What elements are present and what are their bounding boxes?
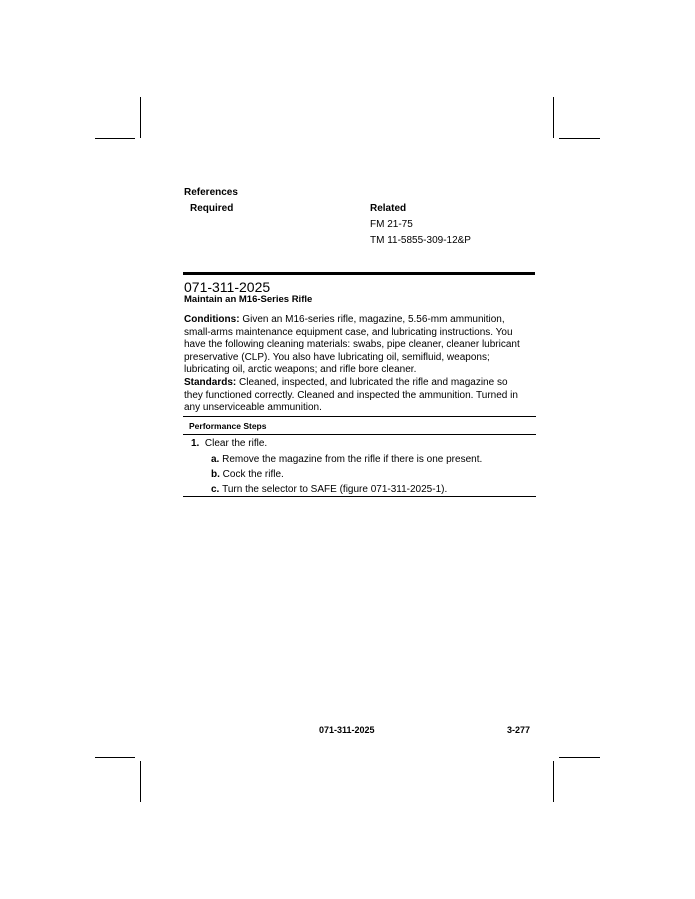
related-label: Related [370,203,407,214]
step-text: Clear the rifle. [204,438,268,449]
crop-mark-bottom-left-vertical [140,761,141,802]
performance-steps-header: Performance Steps [189,421,267,431]
standards-text: Cleaned, inspected, and lubricated the rifle and magazine so [236,377,508,388]
crop-mark-top-left-horizontal [95,138,135,139]
substep-letter: b. [211,469,220,480]
conditions-text: have the following cleaning materials: swabs, pipe cleaner, cleaner lubricant [184,339,520,350]
substep-text: Remove the magazine from the rifle if there is one present. [222,454,483,465]
related-item: TM 11-5855-309-12&P [370,235,471,246]
crop-mark-bottom-right-horizontal [559,757,600,758]
substep-letter: a. [211,454,220,465]
step-1 [191,438,267,449]
conditions-text: Given an M16-series rifle, magazine, 5.56-mm ammunition, [239,314,505,325]
table-header-rule [183,434,536,435]
crop-mark-bottom-left-horizontal [95,757,135,758]
substep-letter: c. [211,484,220,495]
substep-c [211,484,447,495]
conditions-text: preservative (CLP). You also have lubricating oil, semifluid, weapons; [184,351,490,363]
conditions-text: small-arms maintenance equipment case, and lubricating instructions. You [184,326,513,338]
standards-paragraph [184,377,536,415]
task-title: Maintain an M16-Series Rifle [184,294,313,305]
step-number: 1. [191,438,200,449]
references-heading: References [184,187,238,198]
related-item: FM 21-75 [370,219,413,230]
conditions-text: lubricating oil, arctic weapons; and rifle bore cleaner. [184,364,417,375]
standards-text: any unserviceable ammunition. [184,402,322,413]
substep-text: Turn the selector to SAFE (figure 071-311-2025-1). [222,484,448,495]
table-top-rule [183,416,536,417]
task-number: 071-311-2025 [184,279,271,295]
crop-mark-top-right-horizontal [559,138,600,139]
crop-mark-top-left-vertical [140,97,141,138]
required-label: Required [190,203,234,214]
conditions-paragraph [184,314,536,377]
crop-mark-bottom-right-vertical [553,761,554,802]
conditions-label: Conditions: [184,314,240,325]
substep-text: Cock the rifle. [222,469,284,480]
footer-task-number: 071-311-2025 [319,725,375,735]
standards-text: they functioned correctly. Cleaned and inspected the ammunition. Turned in [184,389,518,401]
page-number: 3-277 [507,725,531,735]
crop-mark-top-right-vertical [553,97,554,138]
standards-label: Standards: [184,377,237,388]
substep-b [211,469,284,480]
table-bottom-rule [183,496,536,497]
section-divider [183,272,535,275]
substep-a [211,454,482,465]
